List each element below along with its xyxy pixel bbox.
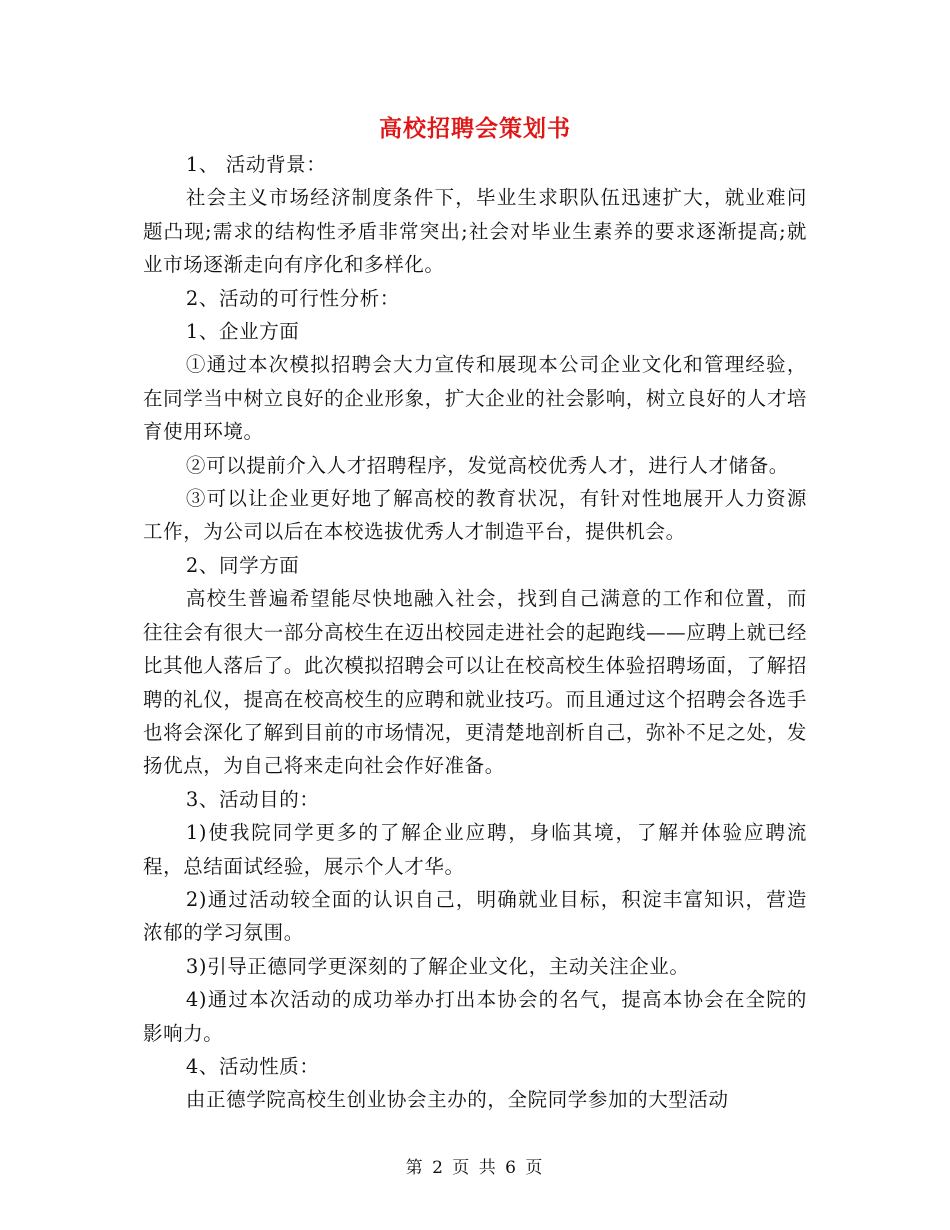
list-item: 4)通过本次活动的成功举办打出本协会的名气，提高本协会在全院的影响力。 xyxy=(143,988,807,1045)
paragraph: 由正德学院高校生创业协会主办的，全院同学参加的大型活动 xyxy=(185,1088,729,1112)
document-title: 高校招聘会策划书 xyxy=(379,115,571,142)
list-item: 3)引导正德同学更深刻的了解企业文化，主动关注企业。 xyxy=(185,954,690,978)
section-heading: 1、 活动背景： xyxy=(185,153,327,176)
page-number-footer: 第 2 页 共 6 页 xyxy=(405,1158,545,1178)
document-body xyxy=(143,148,807,1117)
subsection-heading: 1、企业方面 xyxy=(185,320,300,344)
section-heading: 2、活动的可行性分析： xyxy=(185,286,400,310)
list-item: 2)通过活动较全面的认识自己，明确就业目标，积淀丰富知识，营造浓郁的学习氛围。 xyxy=(143,887,807,945)
paragraph: 高校生普遍希望能尽快地融入社会，找到自己满意的工作和位置，而往往会有很大一部分高校生在迈出校园走进社会的起跑线——应聘上就已经比其他人落后了。此次模拟招聘会可以让在校高校生体验招聘场面，了解招聘的礼仪，提高在校高校生的应聘和就业技巧。而且通过这个招聘会各选手也将会深化了解到目前的市场情况，更清楚地剖析自己，弥补不足之处，发扬优点，为自己将来走向社会作好准备。 xyxy=(143,587,807,778)
paragraph: ②可以提前介入人才招聘程序，发觉高校优秀人才，进行人才储备。 xyxy=(185,453,789,477)
paragraph: ③可以让企业更好地了解高校的教育状况，有针对性地展开人力资源工作，为公司以后在本校选拔优秀人才制造平台，提供机会。 xyxy=(143,487,807,544)
section-heading: 3、活动目的： xyxy=(185,787,320,811)
paragraph: ①通过本次模拟招聘会大力宣传和展现本公司企业文化和管理经验，在同学当中树立良好的企业形象，扩大企业的社会影响，树立良好的人才培育使用环境。 xyxy=(143,353,807,444)
subsection-heading: 2、同学方面 xyxy=(185,553,300,577)
paragraph: 社会主义市场经济制度条件下，毕业生求职队伍迅速扩大，就业难问题凸现;需求的结构性矛盾非常突出;社会对毕业生素养的要求逐渐提高;就业市场逐渐走向有序化和多样化。 xyxy=(143,186,807,277)
section-heading: 4、活动性质： xyxy=(185,1054,320,1078)
list-item: 1)使我院同学更多的了解企业应聘，身临其境，了解并体验应聘流程，总结面试经验，展示个人才华。 xyxy=(143,821,807,878)
